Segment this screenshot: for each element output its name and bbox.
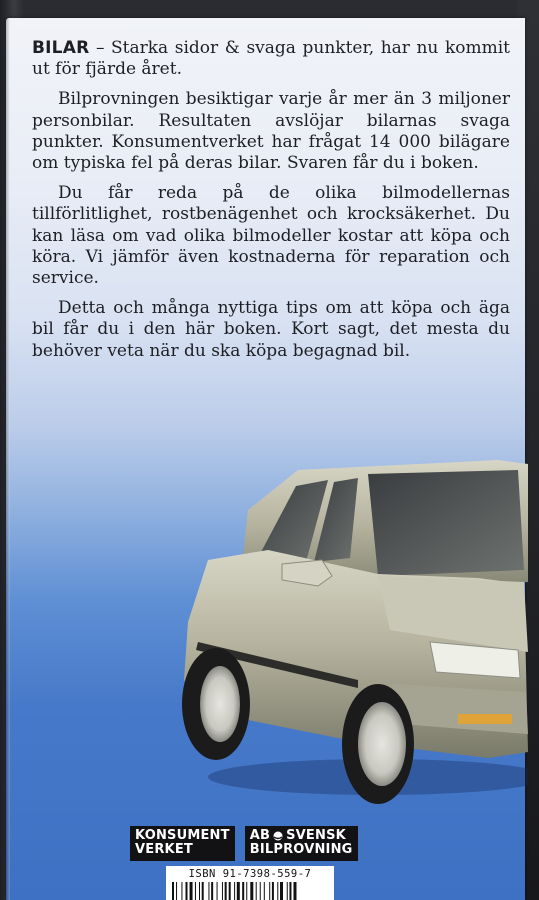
barcode-stripe <box>246 882 247 900</box>
blurb-paragraph-3: Du får reda på de olika bilmodellernas tillförlitlighet, rostbenägenhet och krocksäkerhet. Du kan läsa om vad olika bilmodeller kostar att köpa och köra. Vi jämför även kostnaderna för reparation och service. <box>32 183 510 289</box>
publisher-logos <box>130 826 358 861</box>
book-spine-edge <box>6 18 10 900</box>
bilprovningen-prefix: AB <box>249 828 271 843</box>
blurb-lead-rest: – Starka sidor & svaga punkter, har nu kommit ut för fjärde året. <box>32 38 510 80</box>
barcode-stripe <box>280 882 283 900</box>
barcode-stripe <box>256 882 257 900</box>
barcode-stripe <box>222 882 223 900</box>
barcode-stripe <box>195 882 196 900</box>
barcode-stripe <box>229 882 231 900</box>
barcode-stripe <box>294 882 297 900</box>
bilprovningen-svensk: SVENSK <box>286 828 346 843</box>
barcode-stripe <box>242 882 244 900</box>
barcode-stripe <box>217 882 218 900</box>
bilprovningen-logo <box>245 826 358 861</box>
blurb-paragraph-1 <box>32 38 510 80</box>
konsumentverket-logo <box>130 826 235 861</box>
blurb-text <box>32 38 510 371</box>
barcode-stripe <box>172 882 174 900</box>
barcode-stripe <box>225 882 227 900</box>
car-front-wheel-rim <box>358 702 406 786</box>
blurb-paragraph-2: Bilprovningen besiktigar varje år mer än 3 miljoner personbilar. Resultaten avslöjar bilarnas svaga punkter. Konsumentverket har frågat 14 000 bilägare om typiska fel på deras bilar. Svaren får du i boken. <box>32 89 510 174</box>
barcode-stripe <box>190 882 193 900</box>
bilprovningen-line1 <box>250 829 353 843</box>
blurb-lead-word: BILAR <box>32 38 90 58</box>
isbn-number: ISBN 91-7398-559-7 <box>188 868 312 880</box>
barcode-stripe <box>234 882 235 900</box>
car-windshield <box>368 470 524 576</box>
barcode-stripe <box>208 882 209 900</box>
barcode-stripe <box>237 882 240 900</box>
barcode-stripe <box>199 882 200 900</box>
barcode-stripe <box>260 882 261 900</box>
barcode-label <box>166 866 334 900</box>
konsumentverket-line2: VERKET <box>135 842 193 857</box>
barcode-stripe <box>186 882 188 900</box>
barcode-stripe <box>277 882 278 900</box>
bilprovningen-line2: BILPROVNING <box>249 842 353 857</box>
car-illustration <box>178 452 528 812</box>
barcode-stripe <box>264 882 265 900</box>
barcode-stripe <box>272 882 274 900</box>
barcode-stripe <box>289 882 291 900</box>
barcode-stripe <box>211 882 213 900</box>
car-fog-light <box>458 714 512 724</box>
konsumentverket-line1: KONSUMENT <box>135 828 230 843</box>
barcode-icon <box>172 882 328 900</box>
barcode-stripe <box>287 882 288 900</box>
barcode-stripe <box>202 882 204 900</box>
barcode-stripe <box>250 882 253 900</box>
barcode-stripe <box>176 882 177 900</box>
blurb-paragraph-4: Detta och många nyttiga tips om att köpa och äga bil får du i den här boken. Kort sagt, det mesta du behöver veta när du ska köpa begagnad bil. <box>32 298 510 361</box>
bilprovningen-emblem-icon <box>273 831 283 841</box>
barcode-stripe <box>181 882 182 900</box>
barcode-stripe <box>269 882 270 900</box>
car-rear-wheel-rim <box>200 666 240 742</box>
